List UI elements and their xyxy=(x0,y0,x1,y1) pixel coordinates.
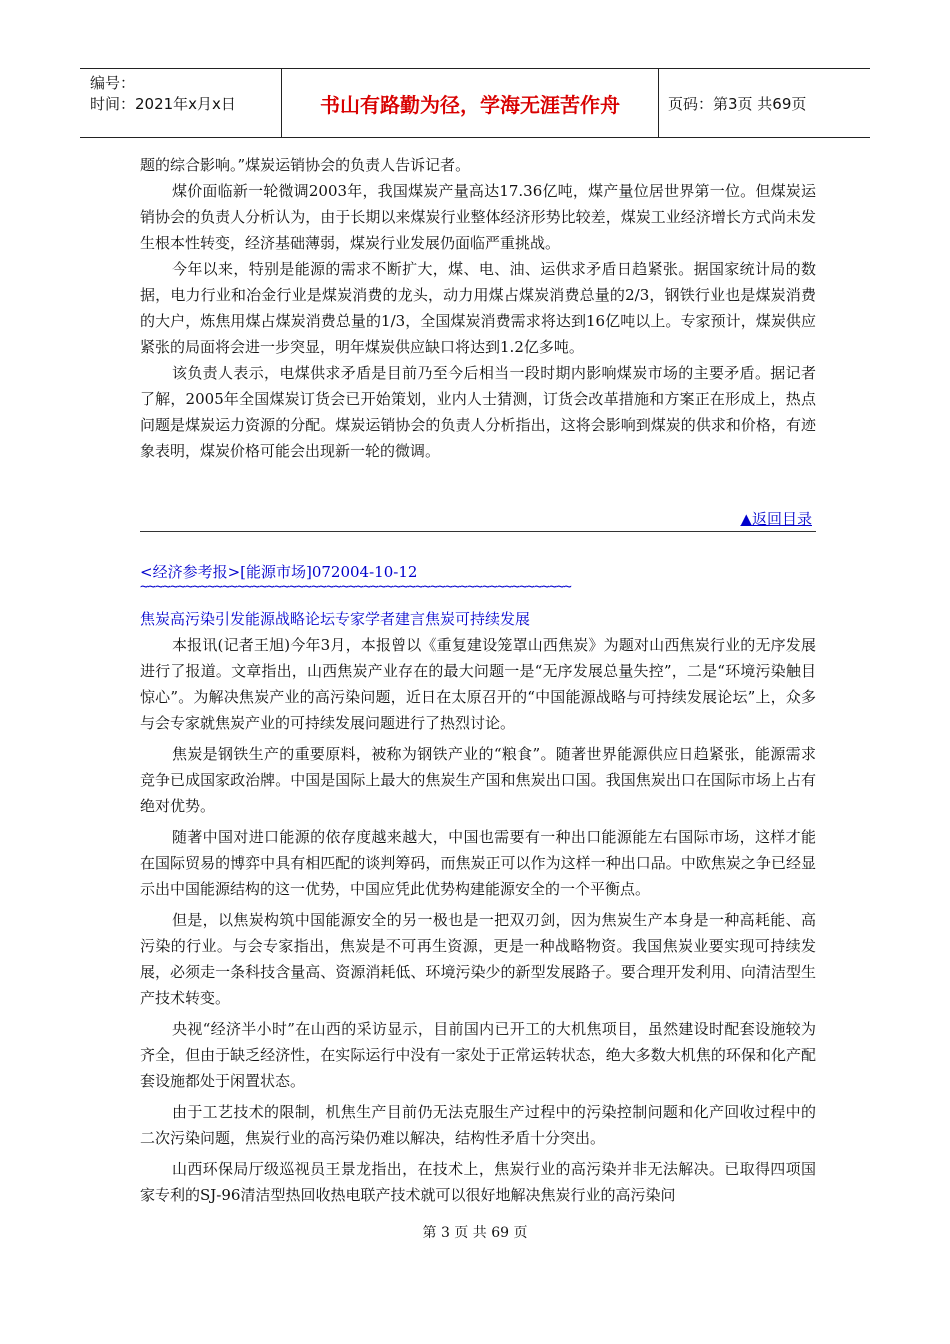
page-footer: 第 3 页 共 69 页 xyxy=(422,1225,528,1241)
paragraph: 随著中国对进口能源的依存度越来越大，中国也需要有一种出口能源能左右国际市场，这样才能在国际贸易的博弈中具有相匹配的谈判筹码，而焦炭正可以作为这样一种出口品。中欧焦炭之争已经显示出中国能源结构的这一优势，中国应凭此优势构建能源安全的一个平衡点。 xyxy=(140,828,816,898)
back-to-toc-wrap xyxy=(140,506,812,532)
section-divider xyxy=(140,531,816,532)
source-line: <经济参考报>[能源市场]072004-10-12 xyxy=(140,563,418,581)
tilde-rule: ~~~~~~~~~~~~~~~~~~~~~~~~~~~~~~~~~~~~~~~~~~~~~~~~~~~~~~~~~~ xyxy=(140,579,571,595)
paragraph: 煤价面临新一轮微调2003年，我国煤炭产量高达17.36亿吨，煤产量位居世界第一位。但煤炭运销协会的负责人分析认为，由于长期以来煤炭行业整体经济形势比较差，煤炭工业经济增长方式尚未发生根本性转变，经济基础薄弱，煤炭行业发展仍面临严重挑战。 xyxy=(140,182,816,252)
paragraph: 央视“经济半小时”在山西的采访显示，目前国内已开工的大机焦项目，虽然建设时配套设施较为齐全，但由于缺乏经济性，在实际运行中没有一家处于正常运转状态，绝大多数大机焦的环保和化产配套设施都处于闲置状态。 xyxy=(140,1020,816,1090)
paragraph: 但是，以焦炭构筑中国能源安全的另一极也是一把双刃剑，因为焦炭生产本身是一种高耗能、高污染的行业。与会专家指出，焦炭是不可再生资源，更是一种战略物资。我国焦炭业要实现可持续发展，必须走一条科技含量高、资源消耗低、环境污染少的新型发展路子。要合理开发利用、向清洁型生产技术转变。 xyxy=(140,911,816,1007)
article-body xyxy=(140,632,816,1213)
paragraph: 本报讯(记者王旭)今年3月，本报曾以《重复建设笼罩山西焦炭》为题对山西焦炭行业的无序发展进行了报道。文章指出，山西焦炭产业存在的最大问题一是“无序发展总量失控”，二是“环境污染触目惊心”。为解决焦炭产业的高污染问题，近日在太原召开的“中国能源战略与可持续发展论坛”上，众多与会专家就焦炭产业的可持续发展问题进行了热烈讨论。 xyxy=(140,636,816,732)
paragraph: 山西环保局厅级巡视员王景龙指出，在技术上，焦炭行业的高污染并非无法解决。已取得四项国家专利的SJ-96清洁型热回收热电联产技术就可以很好地解决焦炭行业的高污染问 xyxy=(140,1160,816,1204)
paragraph: 由于工艺技术的限制，机焦生产目前仍无法克服生产过程中的污染控制问题和化产回收过程中的二次污染问题，焦炭行业的高污染仍难以解决，结构性矛盾十分突出。 xyxy=(140,1103,816,1147)
back-to-toc-link[interactable]: ▲返回目录 xyxy=(740,510,812,528)
header-motto: 书山有路勤为径，学海无涯苦作舟 xyxy=(281,69,659,137)
paragraph: 该负责人表示，电煤供求矛盾是目前乃至今后相当一段时期内影响煤炭市场的主要矛盾。据记者了解，2005年全国煤炭订货会已开始策划，业内人士猜测，订货会改革措施和方案正在形成上，热点问题是煤炭运力资源的分配。煤炭运销协会的负责人分析指出，这将会影响到煤炭的供求和价格，有迹象表明，煤炭价格可能会出现新一轮的微调。 xyxy=(140,364,816,460)
paragraph: 焦炭是钢铁生产的重要原料，被称为钢铁产业的“粮食”。随著世界能源供应日趋紧张，能源需求竞争已成国家政治牌。中国是国际上最大的焦炭生产国和焦炭出口国。我国焦炭出口在国际市场上占有绝对优势。 xyxy=(140,745,816,815)
number-label: 编号： xyxy=(90,74,136,92)
continuation-first-line: 题的综合影响。”煤炭运销协会的负责人告诉记者。 xyxy=(140,156,471,174)
time-label: 时间：2021年x月x日 xyxy=(90,95,236,113)
continuation-text xyxy=(140,152,816,464)
page-header xyxy=(80,68,870,138)
header-page-info: 页码：第3页 共69页 xyxy=(668,94,807,113)
paragraph: 今年以来，特别是能源的需求不断扩大，煤、电、油、运供求矛盾日趋紧张。据国家统计局的数据，电力行业和冶金行业是煤炭消费的龙头，动力用煤占煤炭消费总量的2/3，钢铁行业也是煤炭消费的大户，炼焦用煤占煤炭消费总量的1/3，全国煤炭消费需求将达到16亿吨以上。专家预计，煤炭供应紧张的局面将会进一步突显，明年煤炭供应缺口将达到1.2亿多吨。 xyxy=(140,260,816,356)
article-title: 焦炭高污染引发能源战略论坛专家学者建言焦炭可持续发展 xyxy=(140,610,531,628)
header-meta xyxy=(80,69,280,141)
